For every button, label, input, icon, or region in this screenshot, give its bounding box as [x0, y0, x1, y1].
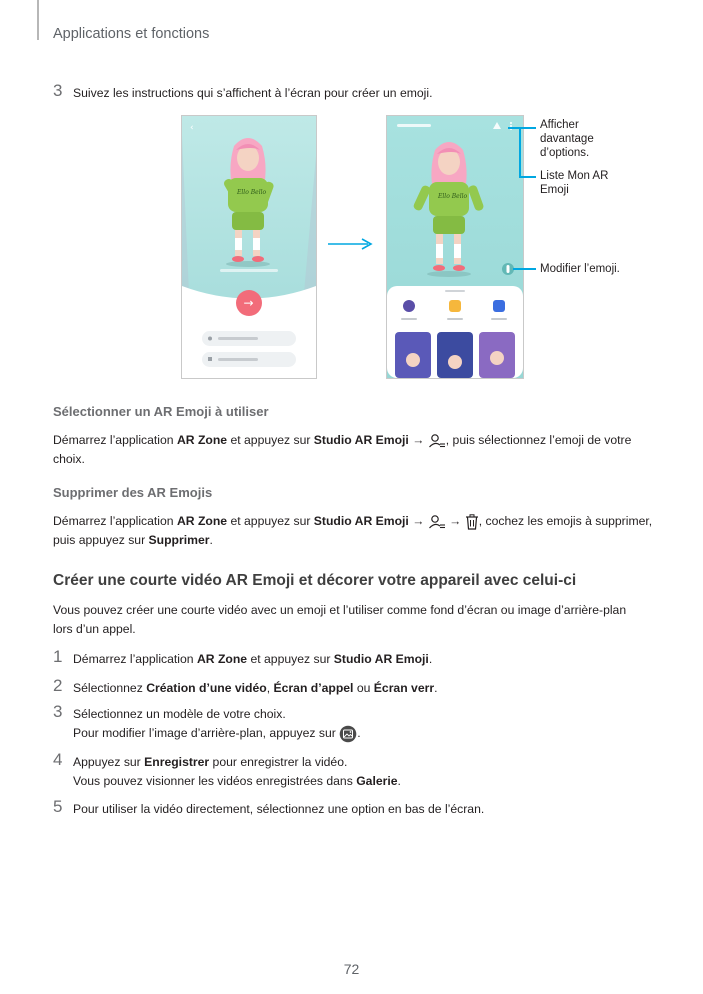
step-text-cont: Vous pouvez visionner les vidéos enregistrées dans Galerie. [73, 774, 401, 788]
phone-screenshot-right [386, 115, 524, 379]
trash-icon [465, 514, 479, 530]
paragraph: Démarrez l’application AR Zone et appuyez sur Studio AR Emoji → → , cochez les emojis à supprimer, [53, 514, 653, 528]
paragraph: Démarrez l’application AR Zone et appuyez sur Studio AR Emoji → , puis sélectionnez l’emoji de votre [53, 433, 632, 447]
avatar-illustration-edit [387, 116, 523, 378]
callout-line-list-h [519, 176, 536, 178]
callout-line-more [508, 127, 536, 129]
section-title: Créer une courte vidéo AR Emoji et décorer votre appareil avec celui-ci [53, 572, 577, 589]
intro-line-2: lors d’un appel. [53, 622, 136, 636]
background-image-icon [339, 725, 357, 743]
subsection-title: Sélectionner un AR Emoji à utiliser [53, 404, 269, 419]
step-text: Suivez les instructions qui s’affichent à l’écran pour créer un emoji. [73, 86, 433, 100]
arrow-right-icon [326, 236, 376, 252]
step-number: 3 [53, 81, 63, 100]
callout-edit: Modifier l’emoji. [540, 263, 620, 275]
callout-more-options: Afficher davantage d’options. [540, 119, 594, 159]
callout-list: Liste Mon AR Emoji [540, 170, 609, 196]
step-number: 1 [53, 647, 63, 666]
step-text: Sélectionnez Création d’une vidéo, Écran d’appel ou Écran verr. [73, 681, 438, 695]
emoji-list-icon [428, 433, 446, 449]
step-text: Démarrez l’application AR Zone et appuyez sur Studio AR Emoji. [73, 652, 433, 666]
step-number: 4 [53, 750, 63, 769]
emoji-list-icon [428, 514, 446, 530]
intro-line-1: Vous pouvez créer une courte vidéo avec un emoji et l’utiliser comme fond d’écran ou image d’arrière-plan [53, 603, 627, 617]
callout-line-list-v [519, 127, 521, 177]
svg-text:‹: ‹ [190, 123, 194, 133]
svg-text:Ello Bello: Ello Bello [438, 193, 468, 200]
step-number: 2 [53, 676, 63, 695]
step-text: Sélectionnez un modèle de votre choix. [73, 707, 286, 721]
phone-screenshot-left [181, 115, 317, 379]
svg-text:Ello Bello: Ello Bello [237, 189, 267, 196]
paragraph-cont: choix. [53, 452, 85, 466]
page-number: 72 [343, 961, 360, 977]
step-text: Appuyez sur Enregistrer pour enregistrer la vidéo. [73, 755, 348, 769]
subsection-title: Supprimer des AR Emojis [53, 485, 213, 500]
step-text: Pour utiliser la vidéo directement, sélectionnez une option en bas de l’écran. [73, 802, 485, 816]
step-text-cont: Pour modifier l’image d’arrière-plan, appuyez sur . [73, 724, 361, 743]
svg-text:→: → [243, 296, 254, 310]
step-number: 5 [53, 797, 63, 816]
avatar-illustration [182, 116, 316, 378]
header-rule [37, 0, 39, 40]
step-number: 3 [53, 702, 63, 721]
page-header: Applications et fonctions [53, 26, 210, 42]
paragraph-cont: puis appuyez sur Supprimer. [53, 533, 213, 547]
callout-line-edit [513, 268, 536, 270]
